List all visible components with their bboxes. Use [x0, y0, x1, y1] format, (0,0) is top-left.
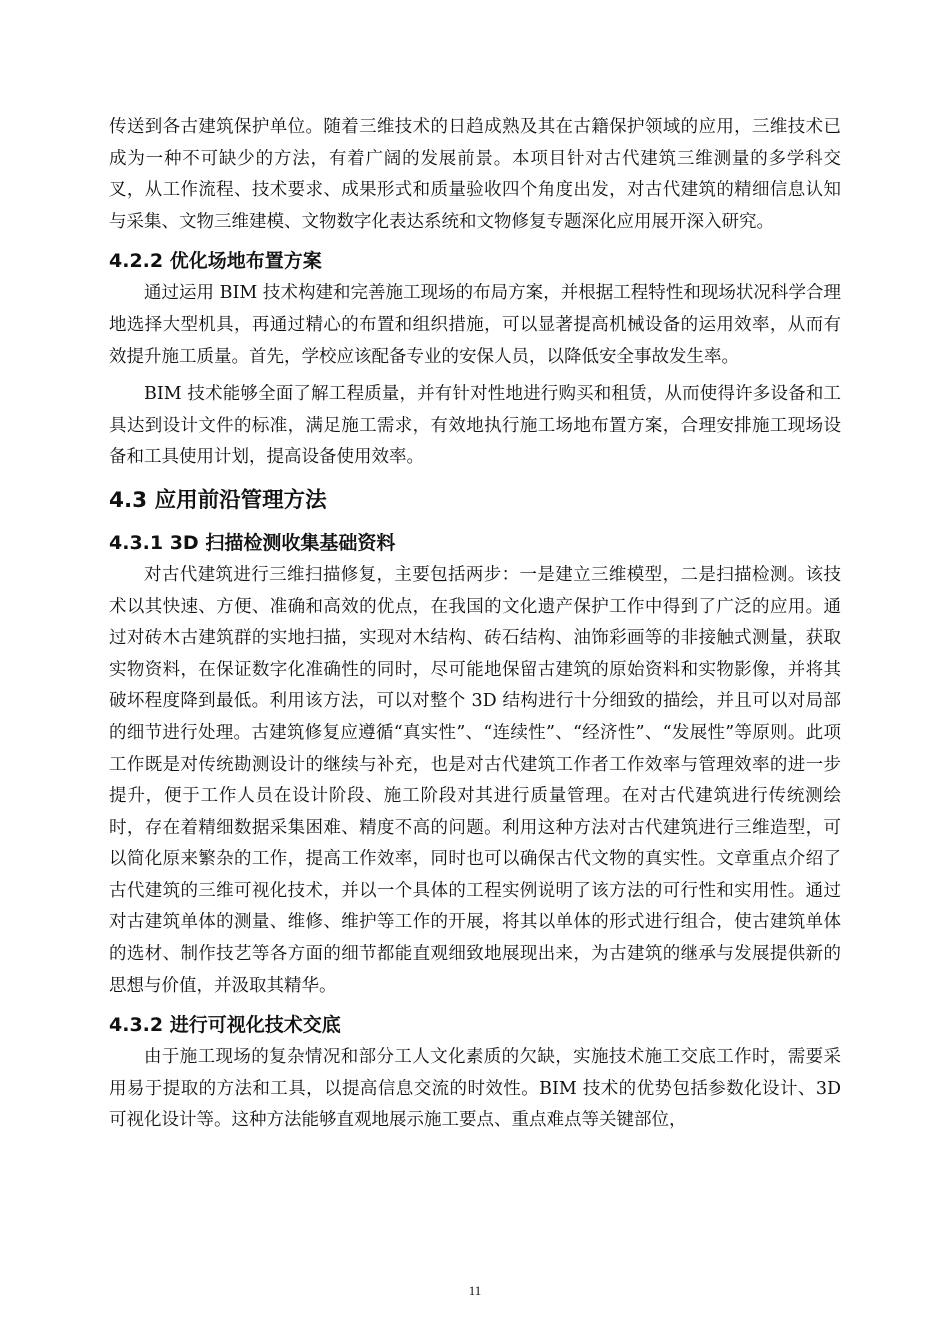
paragraph-4-2-2-a: 通过运用 BIM 技术构建和完善施工现场的布局方案，并根据工程特性和现场状况科学合理地选择大型机具，再通过精心的布置和组织措施，可以显著提高机械设备的运用效率，从而有效提升施工质量。首先，学校应该配备专业的安保人员，以降低安全事故发生率。 — [109, 283, 841, 367]
heading-4-3-1: 4.3.1 3D 扫描检测收集基础资料 — [109, 531, 396, 554]
document-body — [109, 112, 841, 1137]
paragraph-4-3-2: 由于施工现场的复杂情况和部分工人文化素质的欠缺，实施技术施工交底工作时，需要采用易于提取的方法和工具，以提高信息交流的时效性。BIM 技术的优势包括参数化设计、3D 可视化设计等。这种方法能够直观地展示施工要点、重点难点等关键部位， — [109, 1047, 841, 1131]
heading-4-3-2: 4.3.2 进行可视化技术交底 — [109, 1014, 341, 1037]
heading-4-2-2: 4.2.2 优化场地布置方案 — [109, 250, 322, 273]
page-number: 11 — [468, 1283, 482, 1298]
paragraph-intro: 传送到各古建筑保护单位。随着三维技术的日趋成熟及其在古籍保护领域的应用，三维技术已成为一种不可缺少的方法，有着广阔的发展前景。本项目针对古代建筑三维测量的多学科交叉，从工作流程、技术要求、成果形式和质量验收四个角度出发，对古代建筑的精细信息认知与采集、文物三维建模、文物数字化表达系统和文物修复专题深化应用展开深入研究。 — [109, 117, 841, 232]
paragraph-4-3-1: 对古代建筑进行三维扫描修复，主要包括两步：一是建立三维模型，二是扫描检测。该技术以其快速、方便、准确和高效的优点，在我国的文化遗产保护工作中得到了广泛的应用。通过对砖木古建筑群的实地扫描，实现对木结构、砖石结构、油饰彩画等的非接触式测量，获取实物资料，在保证数字化准确性的同时，尽可能地保留古建筑的原始资料和实物影像，并将其破坏程度降到最低。利用该方法，可以对整个 3D 结构进行十分细致的描绘，并且可以对局部的细节进行处理。古建筑修复应遵循“真实性”、“连续性”、“经济性”、“发展性”等原则。此项工作既是对传统勘测设计的继续与补充，也是对古代建筑工作者工作效率与管理效率的进一步提升，便于工作人员在设计阶段、施工阶段对其进行质量管理。在对古代建筑进行传统测绘时，存在着精细数据采集困难、精度不高的问题。利用这种方法对古代建筑进行三维造型，可以简化原来繁杂的工作，提高工作效率，同时也可以确保古代文物的真实性。文章重点介绍了古代建筑的三维可视化技术，并以一个具体的工程实例说明了该方法的可行性和实用性。通过对古建筑单体的测量、维修、维护等工作的开展，将其以单体的形式进行组合，使古建筑单体的选材、制作技艺等各方面的细节都能直观细致地展现出来，为古建筑的继承与发展提供新的思想与价值，并汲取其精华。 — [109, 564, 841, 996]
paragraph-4-2-2-b: BIM 技术能够全面了解工程质量，并有针对性地进行购买和租赁，从而使得许多设备和工具达到设计文件的标准，满足施工需求，有效地执行施工场地布置方案，合理安排施工现场设备和工具使用计划，提高设备使用效率。 — [109, 384, 841, 468]
heading-4-3: 4.3 应用前沿管理方法 — [109, 487, 327, 513]
